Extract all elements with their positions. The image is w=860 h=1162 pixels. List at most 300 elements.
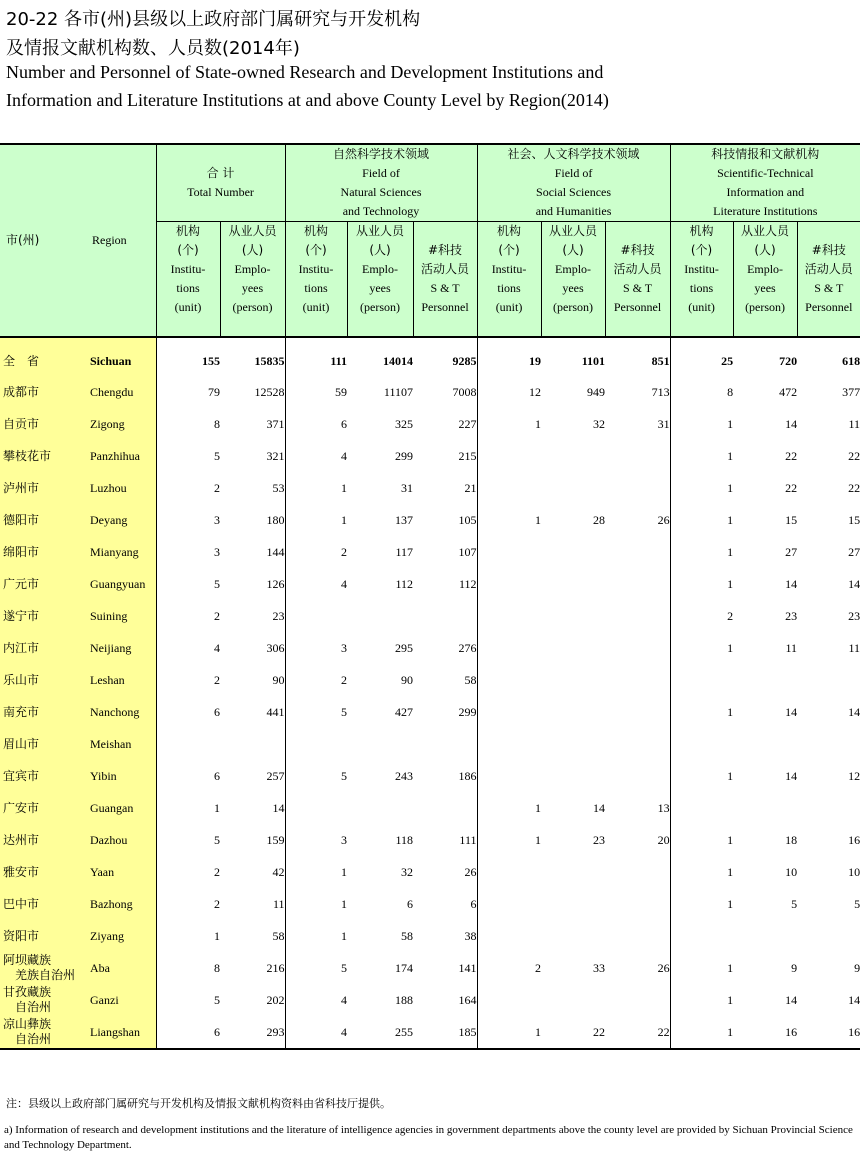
cell-value: 427 <box>395 704 413 719</box>
cell-value <box>605 440 670 472</box>
title-cn-line2: 及情报文献机构数、人员数(2014年) <box>6 38 300 59</box>
cell-value <box>605 664 670 696</box>
cell-value: 14014 <box>383 353 413 368</box>
table-row <box>0 1016 860 1049</box>
subheader-employees: 从业人员 (人) Emplo- yees (person) <box>220 222 285 338</box>
cell-value <box>605 920 670 952</box>
cell-value <box>605 696 670 728</box>
cell-value: 6 <box>156 696 220 728</box>
cell-value <box>670 728 733 760</box>
cell-value: 1 <box>156 920 220 952</box>
cell-value: 32 <box>401 864 413 879</box>
cell-value: 5 <box>156 824 220 856</box>
cell-value: 1 <box>670 952 733 984</box>
cell-value: 23 <box>272 608 285 623</box>
cell-value <box>797 792 860 824</box>
cell-value: 186 <box>458 768 477 783</box>
cell-value: 4 <box>285 1016 347 1049</box>
cell-value: 2 <box>477 952 541 984</box>
cell-region-en: Mianyang <box>86 536 156 568</box>
cell-value: 2 <box>156 856 220 888</box>
cell-value <box>541 856 605 888</box>
cell-region-en: Meishan <box>86 728 156 760</box>
cell-value: 4 <box>156 632 220 664</box>
cell-value <box>541 696 605 728</box>
cell-value: 14 <box>785 992 798 1007</box>
cell-region-en: Guangan <box>86 792 156 824</box>
cell-region-en: Chengdu <box>86 376 156 408</box>
cell-value: 618 <box>842 353 860 368</box>
cell-value: 5 <box>156 568 220 600</box>
cell-value: 26 <box>657 512 670 527</box>
cell-value: 188 <box>395 992 413 1007</box>
cell-value: 1 <box>477 824 541 856</box>
cell-value: 31 <box>657 416 670 431</box>
cell-region-en: Suining <box>86 600 156 632</box>
cell-value: 11 <box>272 896 285 911</box>
cell-value: 5 <box>791 896 798 911</box>
subheader-institutions: 机构 (个) Institu- tions (unit) <box>670 222 733 338</box>
cell-region-en: Bazhong <box>86 888 156 920</box>
cell-value: 472 <box>779 384 798 399</box>
cell-value: 27 <box>848 544 860 559</box>
cell-city-cn: 雅安市 <box>0 856 86 888</box>
cell-city-cn: 甘孜藏族 自治州 <box>0 984 86 1016</box>
table-row <box>0 696 860 728</box>
cell-value: 15 <box>785 512 798 527</box>
cell-value <box>477 632 541 664</box>
cell-value <box>733 664 797 696</box>
cell-value: 180 <box>266 512 285 527</box>
cell-value: 31 <box>401 480 413 495</box>
cell-value: 58 <box>464 672 477 687</box>
cell-value: 14 <box>785 768 798 783</box>
cell-value <box>347 792 413 824</box>
cell-city-cn: 资阳市 <box>0 920 86 952</box>
cell-value <box>733 792 797 824</box>
table-row <box>0 440 860 472</box>
cell-value <box>605 856 670 888</box>
cell-value: 59 <box>285 376 347 408</box>
cell-value: 1 <box>477 408 541 440</box>
cell-value <box>670 792 733 824</box>
cell-value: 105 <box>458 512 477 527</box>
table-body <box>0 337 860 1049</box>
cell-value: 1 <box>285 472 347 504</box>
cell-region-en: Yaan <box>86 856 156 888</box>
cell-value: 25 <box>670 346 733 376</box>
table-row <box>0 376 860 408</box>
cell-value: 6 <box>156 760 220 792</box>
cell-city-cn: 德阳市 <box>0 504 86 536</box>
cell-value: 137 <box>395 512 413 527</box>
cell-value: 22 <box>848 480 860 495</box>
cell-value: 26 <box>657 960 670 975</box>
cell-value: 141 <box>458 960 477 975</box>
table-row <box>0 888 860 920</box>
cell-value <box>605 984 670 1016</box>
cell-city-cn: 阿坝藏族 羌族自治州 <box>0 952 86 984</box>
cell-value <box>605 600 670 632</box>
cell-value: 20 <box>657 832 670 847</box>
cell-value: 38 <box>464 928 477 943</box>
cell-value: 243 <box>395 768 413 783</box>
note-en: a) Information of research and development institutions and the literature of intelligence agencies in government departments above the county level are provided by Sichuan Provincial Science and Technology Department. <box>4 1124 853 1151</box>
header-group-natural: 自然科学技术领域 Field of Natural Sciences and Technology <box>285 144 477 222</box>
cell-region-en: Guangyuan <box>86 568 156 600</box>
cell-value <box>477 568 541 600</box>
cell-value <box>541 728 605 760</box>
cell-value: 6 <box>285 408 347 440</box>
cell-value <box>413 792 477 824</box>
cell-region-en: Liangshan <box>86 1016 156 1049</box>
table-row <box>0 760 860 792</box>
cell-value: 164 <box>458 992 477 1007</box>
cell-value <box>477 440 541 472</box>
cell-value: 1 <box>670 1016 733 1049</box>
cell-value <box>541 536 605 568</box>
cell-value <box>733 920 797 952</box>
cell-value: 14 <box>848 704 860 719</box>
cell-city-cn: 攀枝花市 <box>0 440 86 472</box>
cell-city-cn: 成都市 <box>0 376 86 408</box>
table-row <box>0 664 860 696</box>
cell-value: 5 <box>285 760 347 792</box>
cell-value <box>541 632 605 664</box>
header-group-social: 社会、人文科学技术领域 Field of Social Sciences and Humanities <box>477 144 670 222</box>
cell-value <box>477 728 541 760</box>
cell-value: 21 <box>464 480 477 495</box>
note-cn: 注：县级以上政府部门属研究与开发机构及情报文献机构资料由省科技厅提供。 <box>6 1097 391 1110</box>
cell-value: 2 <box>670 600 733 632</box>
cell-value: 26 <box>464 864 477 879</box>
cell-region-en: Dazhou <box>86 824 156 856</box>
table-row <box>0 920 860 952</box>
cell-value: 1 <box>670 760 733 792</box>
cell-value <box>541 760 605 792</box>
cell-value <box>797 920 860 952</box>
cell-value: 2 <box>156 472 220 504</box>
subheader-institutions: 机构 (个) Institu- tions (unit) <box>477 222 541 338</box>
table-row <box>0 984 860 1016</box>
cell-value: 371 <box>266 416 285 431</box>
cell-value: 257 <box>266 768 285 783</box>
cell-value: 22 <box>541 1016 605 1049</box>
cell-value: 1 <box>285 504 347 536</box>
cell-value: 306 <box>266 640 285 655</box>
cell-value: 216 <box>266 960 285 975</box>
cell-value: 6 <box>407 896 413 911</box>
table-row <box>0 792 860 824</box>
cell-value: 4 <box>285 568 347 600</box>
cell-value: 15835 <box>254 353 285 368</box>
cell-value: 4 <box>285 984 347 1016</box>
cell-city-cn: 南充市 <box>0 696 86 728</box>
cell-value: 5 <box>156 984 220 1016</box>
cell-value: 7008 <box>452 384 477 399</box>
cell-value: 1 <box>670 824 733 856</box>
subheader-st-personnel: #科技 活动人员 S & T Personnel <box>605 222 670 338</box>
cell-city-cn: 遂宁市 <box>0 600 86 632</box>
cell-value: 1 <box>670 504 733 536</box>
cell-value: 2 <box>285 536 347 568</box>
cell-value: 58 <box>401 928 413 943</box>
cell-value: 13 <box>657 800 670 815</box>
cell-value: 227 <box>458 416 477 431</box>
table-row <box>0 408 860 440</box>
cell-value: 11107 <box>383 384 413 399</box>
cell-value: 16 <box>848 832 860 847</box>
cell-region-en: Nanchong <box>86 696 156 728</box>
cell-value: 1 <box>285 856 347 888</box>
cell-value: 11 <box>848 416 860 431</box>
cell-value: 32 <box>593 416 606 431</box>
cell-city-cn: 凉山彝族 自治州 <box>0 1016 86 1049</box>
cell-value: 14 <box>848 576 860 591</box>
cell-value <box>541 472 605 504</box>
cell-value: 79 <box>156 376 220 408</box>
cell-value: 10 <box>848 864 860 879</box>
cell-value <box>605 728 670 760</box>
cell-value <box>477 472 541 504</box>
cell-value: 159 <box>266 832 285 847</box>
cell-value: 9285 <box>452 353 477 368</box>
cell-value: 325 <box>395 416 413 431</box>
cell-value: 12 <box>477 376 541 408</box>
cell-value: 295 <box>395 640 413 655</box>
table-row <box>0 632 860 664</box>
cell-value: 6 <box>156 1016 220 1049</box>
statistics-table <box>0 143 860 1050</box>
cell-value: 441 <box>266 704 285 719</box>
cell-value: 118 <box>395 832 413 847</box>
cell-value: 19 <box>477 346 541 376</box>
cell-value: 22 <box>785 448 798 463</box>
cell-value: 12 <box>848 768 860 783</box>
cell-value: 1 <box>670 408 733 440</box>
cell-city-cn: 巴中市 <box>0 888 86 920</box>
cell-value: 22 <box>605 1016 670 1049</box>
cell-value: 185 <box>413 1016 477 1049</box>
cell-value: 90 <box>272 672 285 687</box>
table-row <box>0 536 860 568</box>
table-row <box>0 856 860 888</box>
cell-value <box>477 696 541 728</box>
cell-value <box>541 984 605 1016</box>
cell-value <box>477 888 541 920</box>
cell-value: 58 <box>272 928 285 943</box>
cell-value <box>670 920 733 952</box>
cell-city-cn: 达州市 <box>0 824 86 856</box>
cell-value <box>413 600 477 632</box>
subheader-institutions: 机构 (个) Institu- tions (unit) <box>285 222 347 338</box>
cell-value: 42 <box>272 864 285 879</box>
cell-value: 14 <box>785 416 798 431</box>
cell-value <box>605 888 670 920</box>
cell-value <box>477 984 541 1016</box>
cell-city-cn: 广元市 <box>0 568 86 600</box>
cell-region-en: Ganzi <box>86 984 156 1016</box>
cell-value <box>541 664 605 696</box>
cell-value: 144 <box>266 544 285 559</box>
cell-value <box>285 792 347 824</box>
cell-value: 255 <box>347 1016 413 1049</box>
cell-value <box>477 600 541 632</box>
subheader-institutions: 机构 (个) Institu- tions (unit) <box>156 222 220 338</box>
cell-value <box>156 728 220 760</box>
cell-region-en: Luzhou <box>86 472 156 504</box>
cell-value <box>605 472 670 504</box>
cell-city-cn: 乐山市 <box>0 664 86 696</box>
cell-region-en: Yibin <box>86 760 156 792</box>
cell-value: 3 <box>285 824 347 856</box>
cell-value: 11 <box>785 640 798 655</box>
cell-value: 14 <box>593 800 606 815</box>
cell-value: 1 <box>285 920 347 952</box>
table-row <box>0 568 860 600</box>
cell-value <box>477 536 541 568</box>
cell-value: 1 <box>477 792 541 824</box>
cell-value: 3 <box>285 632 347 664</box>
cell-value: 11 <box>848 640 860 655</box>
cell-value: 1 <box>285 888 347 920</box>
cell-value: 8 <box>670 376 733 408</box>
cell-value: 202 <box>266 992 285 1007</box>
cell-value <box>413 728 477 760</box>
cell-value: 174 <box>395 960 413 975</box>
table-row <box>0 472 860 504</box>
cell-value: 1 <box>670 568 733 600</box>
cell-region-en: Sichuan <box>86 346 156 376</box>
cell-city-cn: 自贡市 <box>0 408 86 440</box>
table-row-total <box>0 346 860 376</box>
cell-value: 1 <box>156 792 220 824</box>
cell-city-cn: 宜宾市 <box>0 760 86 792</box>
cell-value: 16 <box>797 1016 860 1049</box>
cell-value: 90 <box>401 672 413 687</box>
cell-value: 15 <box>848 512 860 527</box>
cell-value: 14 <box>848 992 860 1007</box>
cell-value: 2 <box>156 888 220 920</box>
cell-value: 126 <box>266 576 285 591</box>
cell-value: 1 <box>670 472 733 504</box>
cell-value: 22 <box>785 480 798 495</box>
cell-value: 9 <box>791 960 798 975</box>
cell-value <box>347 728 413 760</box>
cell-value: 1 <box>477 1016 541 1049</box>
table-row <box>0 504 860 536</box>
cell-value <box>670 664 733 696</box>
cell-value: 713 <box>651 384 670 399</box>
cell-region-en: Neijiang <box>86 632 156 664</box>
cell-value <box>541 568 605 600</box>
cell-value: 299 <box>458 704 477 719</box>
cell-value: 1 <box>477 504 541 536</box>
cell-value <box>733 728 797 760</box>
cell-value: 9 <box>854 960 860 975</box>
subheader-employees: 从业人员 (人) Emplo- yees (person) <box>541 222 605 338</box>
cell-value: 3 <box>156 536 220 568</box>
cell-value: 3 <box>156 504 220 536</box>
cell-value: 5 <box>156 440 220 472</box>
cell-region-en: Deyang <box>86 504 156 536</box>
cell-value: 5 <box>285 952 347 984</box>
cell-value: 112 <box>458 576 477 591</box>
cell-city-cn: 泸州市 <box>0 472 86 504</box>
cell-value <box>347 600 413 632</box>
cell-value <box>605 568 670 600</box>
cell-value <box>605 760 670 792</box>
cell-value: 321 <box>266 448 285 463</box>
title-en-line2: Information and Literature Institutions at and above County Level by Region(2014) <box>6 90 609 110</box>
cell-value <box>285 728 347 760</box>
cell-city-cn: 全 省 <box>0 346 86 376</box>
title-cn-line1: 20-22 各市(州)县级以上政府部门属研究与开发机构 <box>6 9 421 30</box>
cell-value: 53 <box>272 480 285 495</box>
cell-value: 111 <box>285 346 347 376</box>
cell-value: 111 <box>459 832 477 847</box>
cell-value: 4 <box>285 440 347 472</box>
cell-value: 23 <box>785 608 798 623</box>
cell-value: 2 <box>156 664 220 696</box>
header-region-en: Region <box>86 144 156 337</box>
cell-value: 377 <box>842 384 860 399</box>
cell-value: 1 <box>670 984 733 1016</box>
cell-value: 1 <box>670 888 733 920</box>
cell-value: 23 <box>593 832 606 847</box>
cell-value: 215 <box>458 448 477 463</box>
cell-value <box>541 888 605 920</box>
cell-value: 22 <box>848 448 860 463</box>
cell-value: 5 <box>285 696 347 728</box>
cell-value: 8 <box>156 408 220 440</box>
cell-value: 16 <box>733 1016 797 1049</box>
cell-value: 10 <box>785 864 798 879</box>
cell-value: 14 <box>785 704 798 719</box>
cell-value <box>285 600 347 632</box>
cell-value: 117 <box>395 544 413 559</box>
cell-value <box>220 728 285 760</box>
cell-value: 949 <box>587 384 606 399</box>
subheader-st-personnel: #科技 活动人员 S & T Personnel <box>413 222 477 338</box>
subheader-employees: 从业人员 (人) Emplo- yees (person) <box>733 222 797 338</box>
table-row <box>0 824 860 856</box>
cell-value: 18 <box>785 832 798 847</box>
cell-value: 155 <box>156 346 220 376</box>
cell-value <box>477 664 541 696</box>
cell-value: 1 <box>670 696 733 728</box>
table-row <box>0 600 860 632</box>
cell-value: 1 <box>670 856 733 888</box>
header-group-info: 科技情报和文献机构 Scientific-Technical Information and Literature Institutions <box>670 144 860 222</box>
cell-value: 33 <box>593 960 606 975</box>
cell-value: 23 <box>848 608 860 623</box>
cell-value: 107 <box>458 544 477 559</box>
cell-value <box>797 728 860 760</box>
cell-value <box>541 920 605 952</box>
cell-value: 8 <box>156 952 220 984</box>
cell-value <box>477 920 541 952</box>
cell-value: 6 <box>470 896 477 911</box>
table-row <box>0 952 860 984</box>
cell-value: 28 <box>593 512 606 527</box>
cell-region-en: Aba <box>86 952 156 984</box>
cell-value <box>477 856 541 888</box>
cell-value: 1101 <box>581 353 606 368</box>
cell-value <box>541 440 605 472</box>
cell-value: 1 <box>670 440 733 472</box>
cell-region-en: Leshan <box>86 664 156 696</box>
